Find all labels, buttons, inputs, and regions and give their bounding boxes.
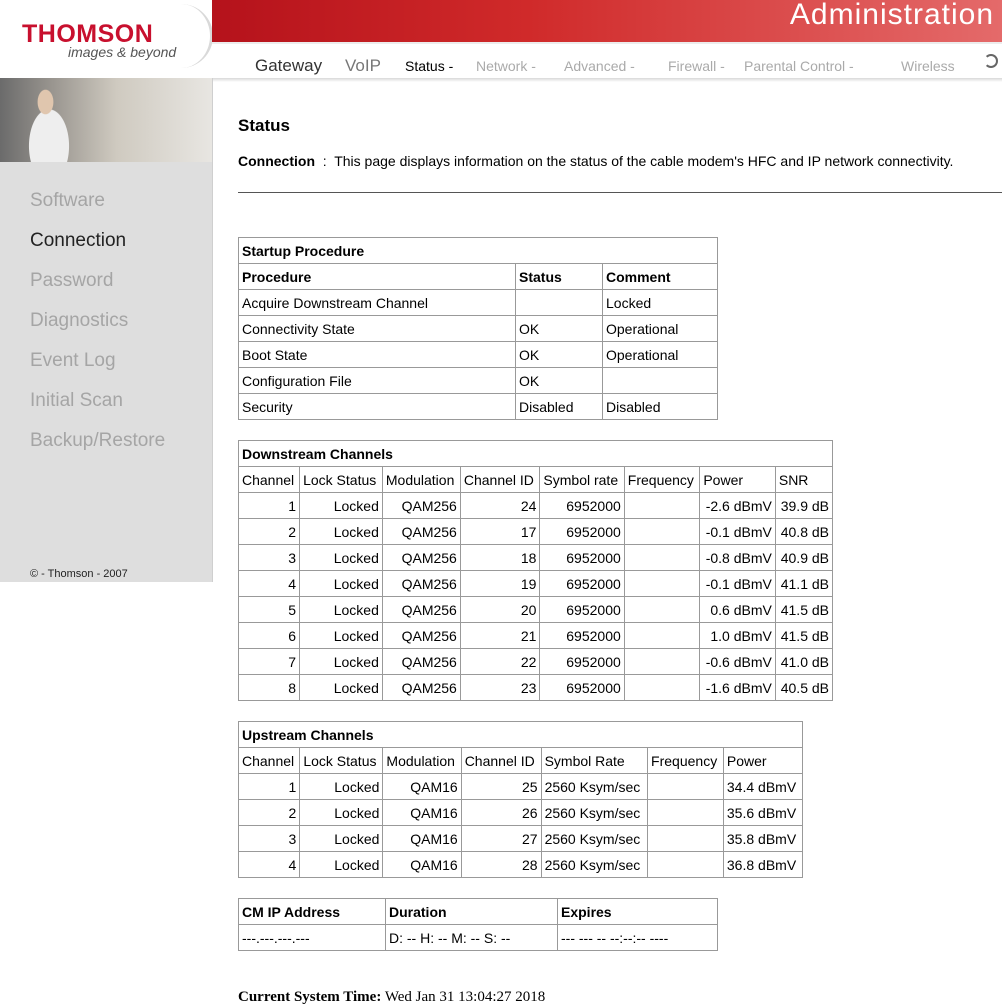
startup-header: Comment bbox=[603, 264, 718, 290]
cm-ip-address: ---.---.---.--- bbox=[239, 925, 386, 951]
table-cell: 4 bbox=[239, 571, 300, 597]
table-cell bbox=[624, 571, 700, 597]
startup-header: Procedure bbox=[239, 264, 516, 290]
table-cell: 40.5 dB bbox=[775, 675, 832, 701]
downstream-header: SNR bbox=[775, 467, 832, 493]
nav-status[interactable]: Status - bbox=[405, 58, 454, 74]
downstream-header: Power bbox=[700, 467, 776, 493]
table-cell: Locked bbox=[300, 519, 383, 545]
table-cell: 41.0 dB bbox=[775, 649, 832, 675]
table-cell: 17 bbox=[460, 519, 540, 545]
upstream-header: Lock Status bbox=[300, 748, 383, 774]
table-cell: 6952000 bbox=[540, 649, 624, 675]
table-cell: 36.8 dBmV bbox=[723, 852, 802, 878]
table-cell: QAM16 bbox=[383, 774, 461, 800]
table-cell: 2560 Ksym/sec bbox=[541, 826, 647, 852]
table-cell bbox=[648, 852, 724, 878]
table-row bbox=[239, 571, 833, 597]
page-description bbox=[238, 153, 953, 169]
table-cell: 35.6 dBmV bbox=[723, 800, 802, 826]
table-cell: 4 bbox=[239, 852, 300, 878]
table-cell: Operational bbox=[603, 342, 718, 368]
ip-header: CM IP Address bbox=[239, 899, 386, 925]
table-cell: Locked bbox=[300, 571, 383, 597]
table-cell bbox=[624, 545, 700, 571]
nav-gateway[interactable]: Gateway bbox=[255, 56, 323, 75]
sidebar-item-backup-restore[interactable]: Backup/Restore bbox=[30, 430, 166, 451]
table-cell: 23 bbox=[460, 675, 540, 701]
downstream-header: Symbol rate bbox=[540, 467, 624, 493]
downstream-header: Channel bbox=[239, 467, 300, 493]
table-cell bbox=[624, 493, 700, 519]
table-cell: 6952000 bbox=[540, 623, 624, 649]
table-cell bbox=[603, 368, 718, 394]
table-cell: OK bbox=[516, 368, 603, 394]
table-cell: 27 bbox=[461, 826, 541, 852]
lease-expires: --- --- -- --:--:-- ---- bbox=[558, 925, 718, 951]
upstream-header: Channel ID bbox=[461, 748, 541, 774]
table-cell: 35.8 dBmV bbox=[723, 826, 802, 852]
table-cell: QAM256 bbox=[382, 519, 460, 545]
table-cell: 6952000 bbox=[540, 597, 624, 623]
table-row bbox=[239, 368, 718, 394]
table-cell: Locked bbox=[300, 675, 383, 701]
table-cell: 0.6 dBmV bbox=[700, 597, 776, 623]
table-cell bbox=[624, 675, 700, 701]
nav-firewall[interactable]: Firewall - bbox=[668, 58, 725, 74]
table-cell: -0.1 dBmV bbox=[700, 571, 776, 597]
table-cell: 21 bbox=[460, 623, 540, 649]
nav-network[interactable]: Network - bbox=[476, 58, 536, 74]
sidebar-item-password[interactable]: Password bbox=[30, 270, 114, 291]
table-cell: QAM256 bbox=[382, 649, 460, 675]
table-cell: 3 bbox=[239, 826, 300, 852]
table-cell: 28 bbox=[461, 852, 541, 878]
table-cell: 3 bbox=[239, 545, 300, 571]
table-cell: 2 bbox=[239, 800, 300, 826]
table-cell: 2 bbox=[239, 519, 300, 545]
upstream-header: Power bbox=[723, 748, 802, 774]
person-image bbox=[14, 82, 84, 162]
upstream-header: Modulation bbox=[383, 748, 461, 774]
header-band bbox=[212, 0, 1002, 42]
section-name: Connection bbox=[238, 153, 315, 169]
table-cell: 6952000 bbox=[540, 675, 624, 701]
table-cell: 2560 Ksym/sec bbox=[541, 852, 647, 878]
table-cell: 19 bbox=[460, 571, 540, 597]
table-row bbox=[239, 852, 803, 878]
table-row bbox=[239, 394, 718, 420]
table-cell: 8 bbox=[239, 675, 300, 701]
nav-advanced[interactable]: Advanced - bbox=[564, 58, 635, 74]
lease-duration: D: -- H: -- M: -- S: -- bbox=[386, 925, 558, 951]
table-row bbox=[239, 774, 803, 800]
table-cell: OK bbox=[516, 316, 603, 342]
table-row bbox=[239, 675, 833, 701]
table-row bbox=[239, 800, 803, 826]
table-cell: 2560 Ksym/sec bbox=[541, 774, 647, 800]
table-cell: Locked bbox=[300, 649, 383, 675]
description-text: This page displays information on the status of the cable modem's HFC and IP network connectivity. bbox=[334, 153, 954, 169]
nav-voip[interactable]: VoIP bbox=[345, 56, 381, 75]
table-cell: Configuration File bbox=[239, 368, 516, 394]
downstream-table bbox=[238, 440, 833, 701]
sidebar-item-diagnostics[interactable]: Diagnostics bbox=[30, 310, 129, 331]
table-cell: QAM16 bbox=[383, 826, 461, 852]
table-cell bbox=[648, 826, 724, 852]
nav-wireless[interactable]: Wireless bbox=[901, 58, 955, 74]
startup-header: Status bbox=[516, 264, 603, 290]
table-cell: 34.4 dBmV bbox=[723, 774, 802, 800]
table-cell: Locked bbox=[300, 623, 383, 649]
table-cell: -1.6 dBmV bbox=[700, 675, 776, 701]
sidebar bbox=[0, 78, 213, 582]
table-cell: 40.8 dB bbox=[775, 519, 832, 545]
table-cell: Locked bbox=[300, 545, 383, 571]
upstream-table bbox=[238, 721, 803, 878]
table-cell: 1 bbox=[239, 493, 300, 519]
table-cell: -0.6 dBmV bbox=[700, 649, 776, 675]
page-title: Status bbox=[238, 116, 290, 135]
startup-table bbox=[238, 237, 718, 420]
table-cell: Operational bbox=[603, 316, 718, 342]
downstream-header: Lock Status bbox=[300, 467, 383, 493]
table-cell: QAM256 bbox=[382, 597, 460, 623]
table-cell: 41.5 dB bbox=[775, 623, 832, 649]
table-cell: Security bbox=[239, 394, 516, 420]
table-cell: Locked bbox=[300, 826, 383, 852]
table-cell: QAM16 bbox=[383, 800, 461, 826]
table-cell: Acquire Downstream Channel bbox=[239, 290, 516, 316]
table-row bbox=[239, 290, 718, 316]
table-cell: OK bbox=[516, 342, 603, 368]
table-cell: Locked bbox=[300, 597, 383, 623]
header-title: Administration bbox=[789, 0, 994, 31]
upstream-header: Symbol Rate bbox=[541, 748, 647, 774]
table-cell: 24 bbox=[460, 493, 540, 519]
table-cell: QAM256 bbox=[382, 545, 460, 571]
brand-logo: THOMSON bbox=[22, 20, 154, 48]
header-photo bbox=[0, 78, 212, 162]
table-cell: 40.9 dB bbox=[775, 545, 832, 571]
table-row bbox=[239, 826, 803, 852]
table-cell: Locked bbox=[300, 852, 383, 878]
table-cell: Boot State bbox=[239, 342, 516, 368]
upstream-header: Frequency bbox=[648, 748, 724, 774]
table-cell bbox=[516, 290, 603, 316]
table-cell: 7 bbox=[239, 649, 300, 675]
table-cell: QAM16 bbox=[383, 852, 461, 878]
upstream-header: Channel bbox=[239, 748, 300, 774]
table-cell: 2560 Ksym/sec bbox=[541, 800, 647, 826]
sidebar-item-initial-scan[interactable]: Initial Scan bbox=[30, 390, 123, 411]
table-cell: 6952000 bbox=[540, 519, 624, 545]
table-cell: 22 bbox=[460, 649, 540, 675]
table-row bbox=[239, 342, 718, 368]
sidebar-item-software[interactable]: Software bbox=[30, 190, 105, 211]
table-cell: 6 bbox=[239, 623, 300, 649]
table-row bbox=[239, 925, 718, 951]
ip-header: Expires bbox=[558, 899, 718, 925]
table-cell bbox=[648, 800, 724, 826]
table-cell: 41.1 dB bbox=[775, 571, 832, 597]
table-cell: 41.5 dB bbox=[775, 597, 832, 623]
table-cell: 18 bbox=[460, 545, 540, 571]
table-cell: Disabled bbox=[516, 394, 603, 420]
table-cell bbox=[648, 774, 724, 800]
table-cell: 1.0 dBmV bbox=[700, 623, 776, 649]
downstream-header: Modulation bbox=[382, 467, 460, 493]
system-time-label: Current System Time: bbox=[238, 989, 382, 1005]
divider bbox=[238, 192, 1002, 193]
logo-area bbox=[0, 0, 212, 78]
table-cell bbox=[624, 597, 700, 623]
table-cell: 5 bbox=[239, 597, 300, 623]
table-cell bbox=[624, 519, 700, 545]
ip-header: Duration bbox=[386, 899, 558, 925]
table-cell: -0.1 dBmV bbox=[700, 519, 776, 545]
table-cell: QAM256 bbox=[382, 623, 460, 649]
downstream-caption: Downstream Channels bbox=[239, 441, 833, 467]
table-cell: 6952000 bbox=[540, 571, 624, 597]
table-cell bbox=[624, 649, 700, 675]
table-cell: -2.6 dBmV bbox=[700, 493, 776, 519]
nav-shadow bbox=[212, 78, 1002, 82]
separator: : bbox=[322, 153, 327, 169]
table-cell: QAM256 bbox=[382, 493, 460, 519]
table-row bbox=[239, 545, 833, 571]
table-cell: -0.8 dBmV bbox=[700, 545, 776, 571]
table-row bbox=[239, 493, 833, 519]
table-cell: Locked bbox=[300, 493, 383, 519]
table-cell bbox=[624, 623, 700, 649]
table-cell: 1 bbox=[239, 774, 300, 800]
table-cell: 26 bbox=[461, 800, 541, 826]
ip-table bbox=[238, 898, 718, 951]
nav-parental-control[interactable]: Parental Control - bbox=[744, 58, 854, 74]
table-cell: 6952000 bbox=[540, 493, 624, 519]
table-cell: Locked bbox=[603, 290, 718, 316]
sidebar-item-event-log[interactable]: Event Log bbox=[30, 350, 116, 371]
table-row bbox=[239, 597, 833, 623]
sidebar-item-connection[interactable]: Connection bbox=[30, 230, 127, 251]
table-row bbox=[239, 623, 833, 649]
table-cell: Connectivity State bbox=[239, 316, 516, 342]
upstream-caption: Upstream Channels bbox=[239, 722, 803, 748]
loading-icon bbox=[984, 54, 998, 68]
table-row bbox=[239, 519, 833, 545]
table-row bbox=[239, 316, 718, 342]
table-row bbox=[239, 649, 833, 675]
startup-caption: Startup Procedure bbox=[239, 238, 718, 264]
downstream-header: Channel ID bbox=[460, 467, 540, 493]
table-cell: 39.9 dB bbox=[775, 493, 832, 519]
system-time bbox=[238, 989, 545, 1006]
table-cell: 6952000 bbox=[540, 545, 624, 571]
downstream-header: Frequency bbox=[624, 467, 700, 493]
brand-tagline: images & beyond bbox=[68, 44, 177, 60]
table-cell: 20 bbox=[460, 597, 540, 623]
table-cell: Disabled bbox=[603, 394, 718, 420]
copyright: © - Thomson - 2007 bbox=[30, 568, 128, 580]
table-cell: 25 bbox=[461, 774, 541, 800]
table-cell: Locked bbox=[300, 800, 383, 826]
table-cell: QAM256 bbox=[382, 571, 460, 597]
system-time-value: Wed Jan 31 13:04:27 2018 bbox=[384, 989, 546, 1005]
table-cell: Locked bbox=[300, 774, 383, 800]
table-cell: QAM256 bbox=[382, 675, 460, 701]
